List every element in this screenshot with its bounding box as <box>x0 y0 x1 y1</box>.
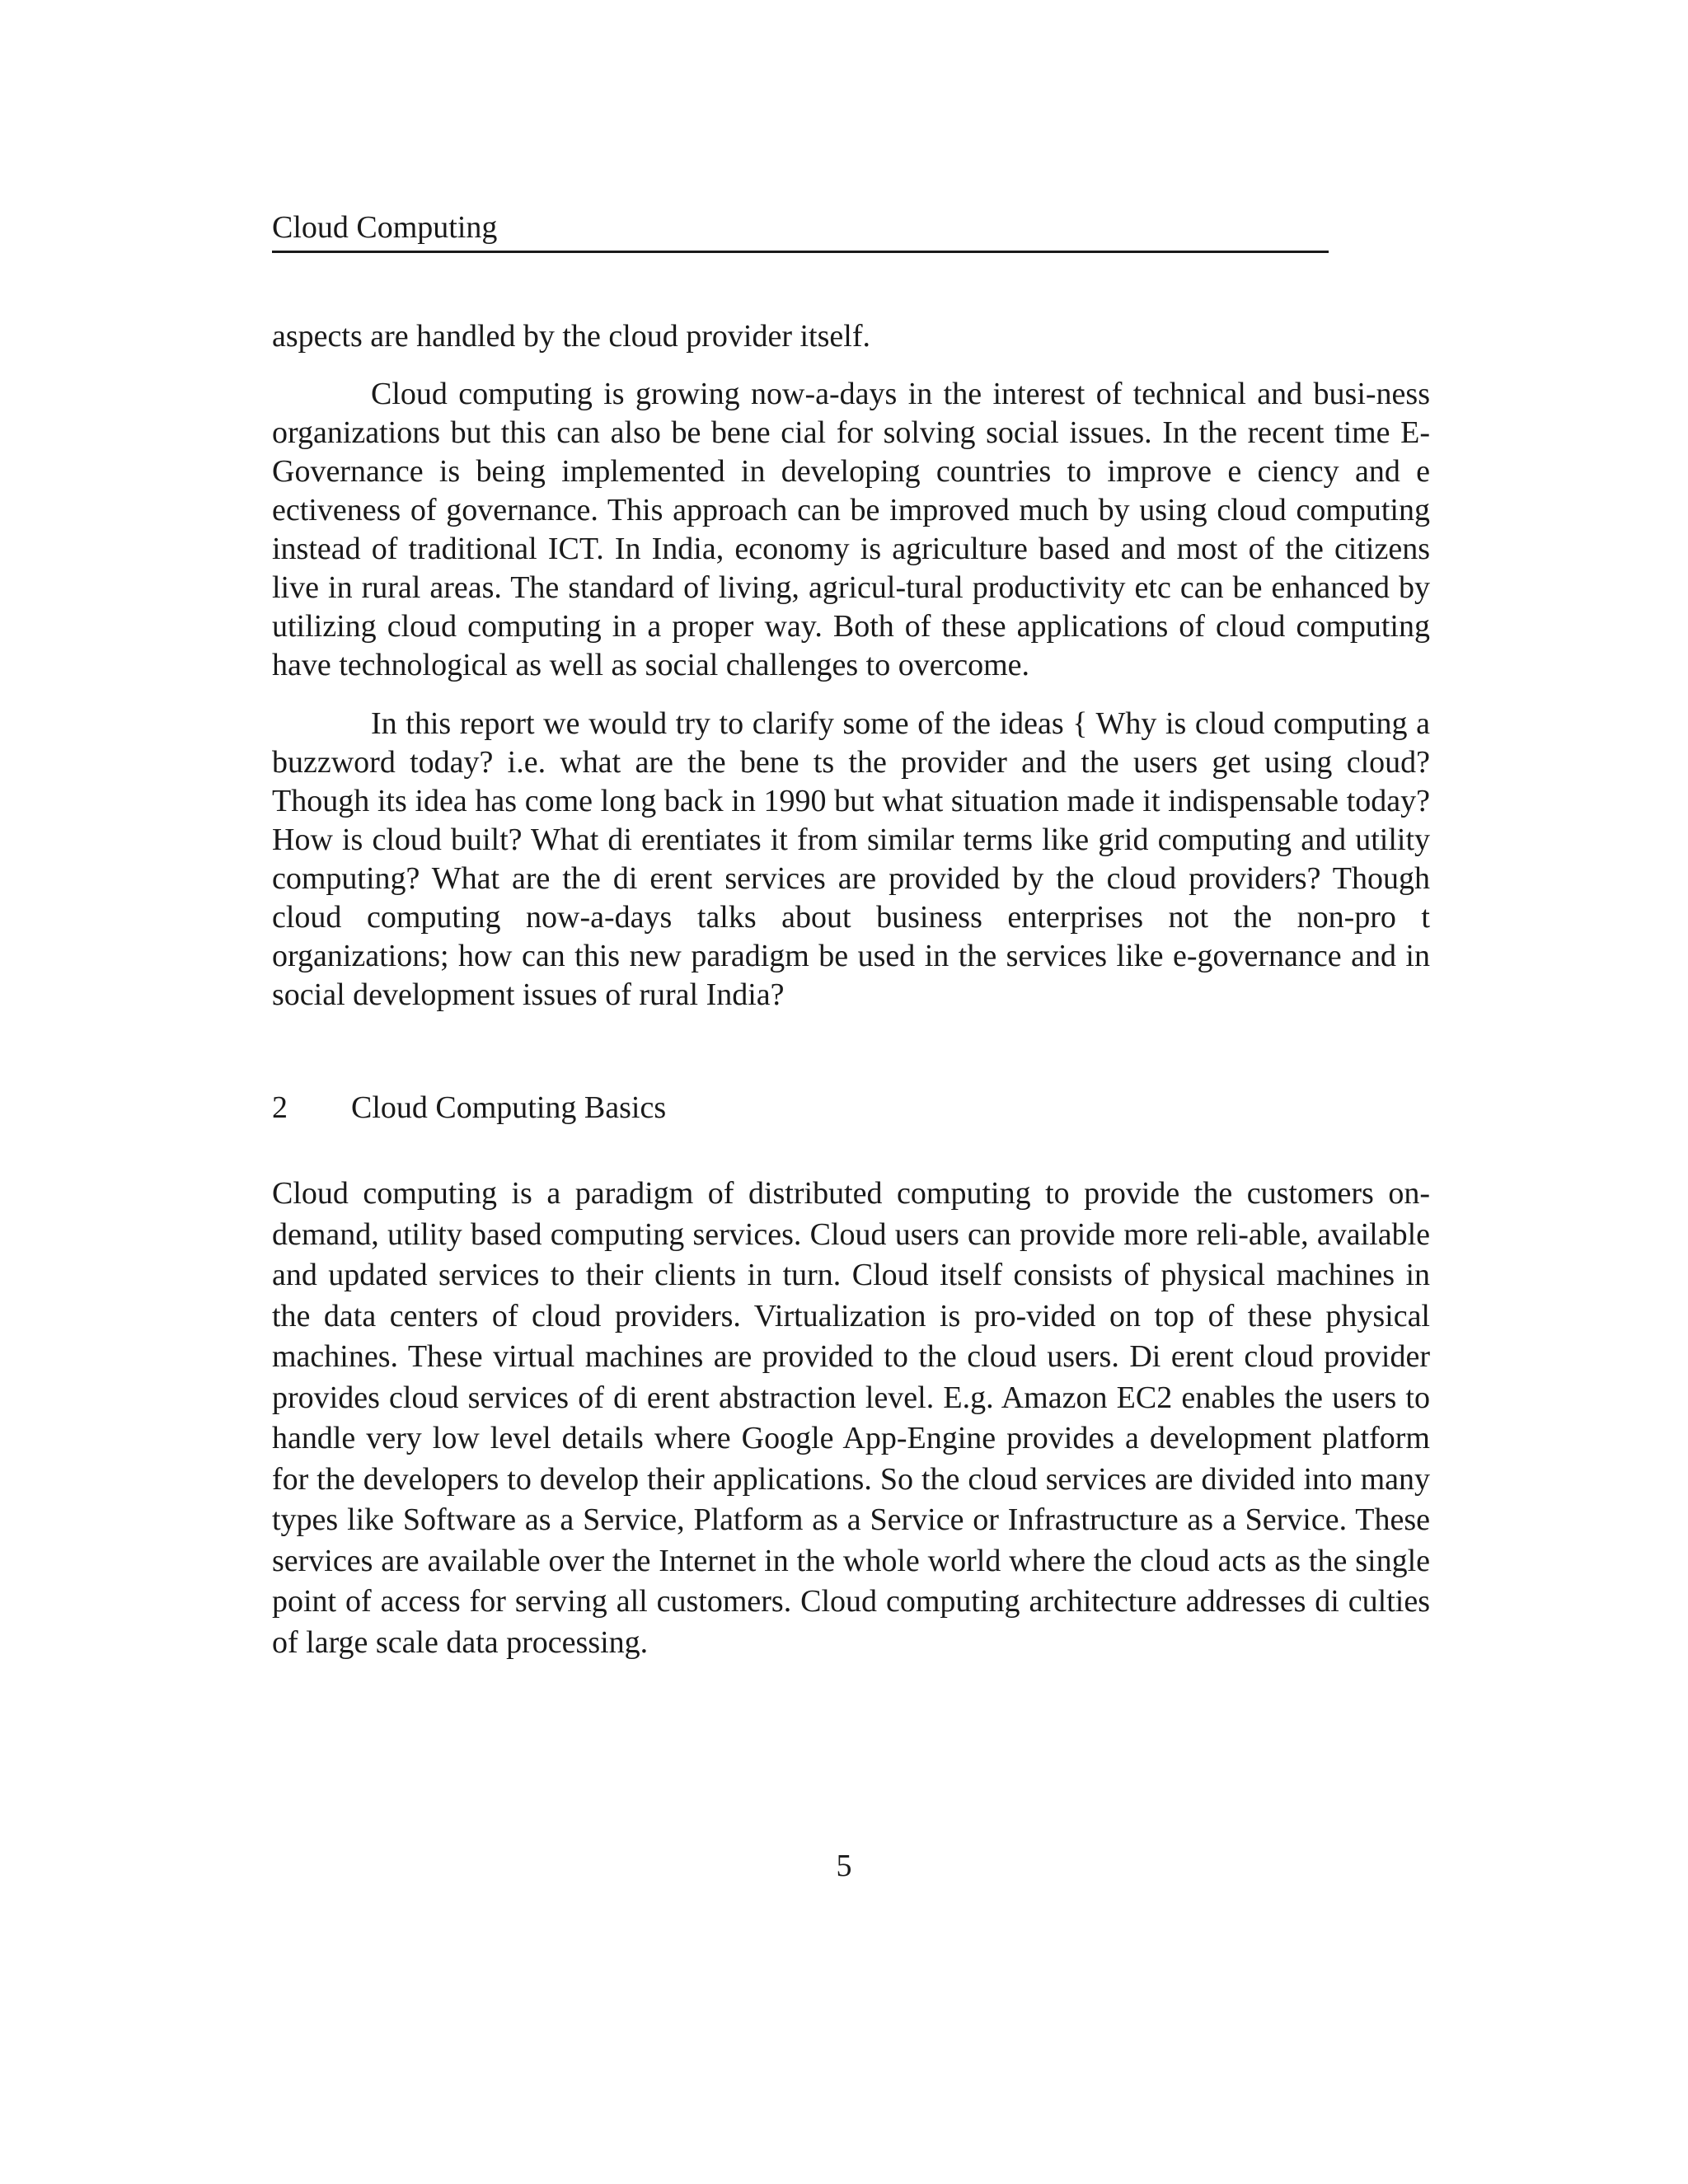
page-number: 5 <box>836 1849 852 1883</box>
paragraph-motivation: Cloud computing is growing now-a-days in the interest of technical and busi-ness organizations but this can also be bene cial for solving social issues. In the recent time E-Governance is being implemented in developing countries to improve e ciency and e ectiveness of governance. This approach can be improved much by using cloud computing instead of traditional ICT. In India, economy is agriculture based and most of the citizens live in rural areas. The standard of living, agricul-tural productivity etc can be enhanced by utilizing cloud computing in a proper way. Both of these applications of cloud computing have technological as well as social challenges to overcome. <box>272 377 1430 682</box>
paragraph-report-goals: In this report we would try to clarify some of the ideas { Why is cloud computing a buzzword today? i.e. what are the bene ts the provider and the users get using cloud? Though its idea has come long back in 1990 but what situation made it indispensable today? How is cloud built? What di erentiates it from similar terms like grid computing and utility computing? What are the di erent services are provided by the cloud providers? Though cloud computing now-a-days talks about business enterprises not the non-pro t organizations; how can this new paradigm be used in the services like e-governance and in social development issues of rural India? <box>272 706 1430 1012</box>
running-header: Cloud Computing <box>272 210 498 245</box>
section-heading <box>272 1088 666 1127</box>
continued-paragraph: aspects are handled by the cloud provider itself. <box>272 319 870 354</box>
section-number: 2 <box>272 1090 288 1125</box>
section-title: Cloud Computing Basics <box>351 1090 667 1125</box>
paragraph-basics: Cloud computing is a paradigm of distributed computing to provide the customers on-demand, utility based computing services. Cloud users can provide more reli-able, available and updated services to their clients in turn. Cloud itself consists of physical machines in the data centers of cloud providers. Virtualization is pro-vided on top of these physical machines. These virtual machines are provided to the cloud users. Di erent cloud provider provides cloud services of di erent abstraction level. E.g. Amazon EC2 enables the users to handle very low level details where Google App-Engine provides a development platform for the developers to develop their applications. So the cloud services are divided into many types like Software as a Service, Platform as a Service or Infrastructure as a Service. These services are available over the Internet in the whole world where the cloud acts as the single point of access for serving all customers. Cloud computing architecture addresses di culties of large scale data processing. <box>272 1176 1430 1660</box>
header-rule <box>272 251 1329 253</box>
